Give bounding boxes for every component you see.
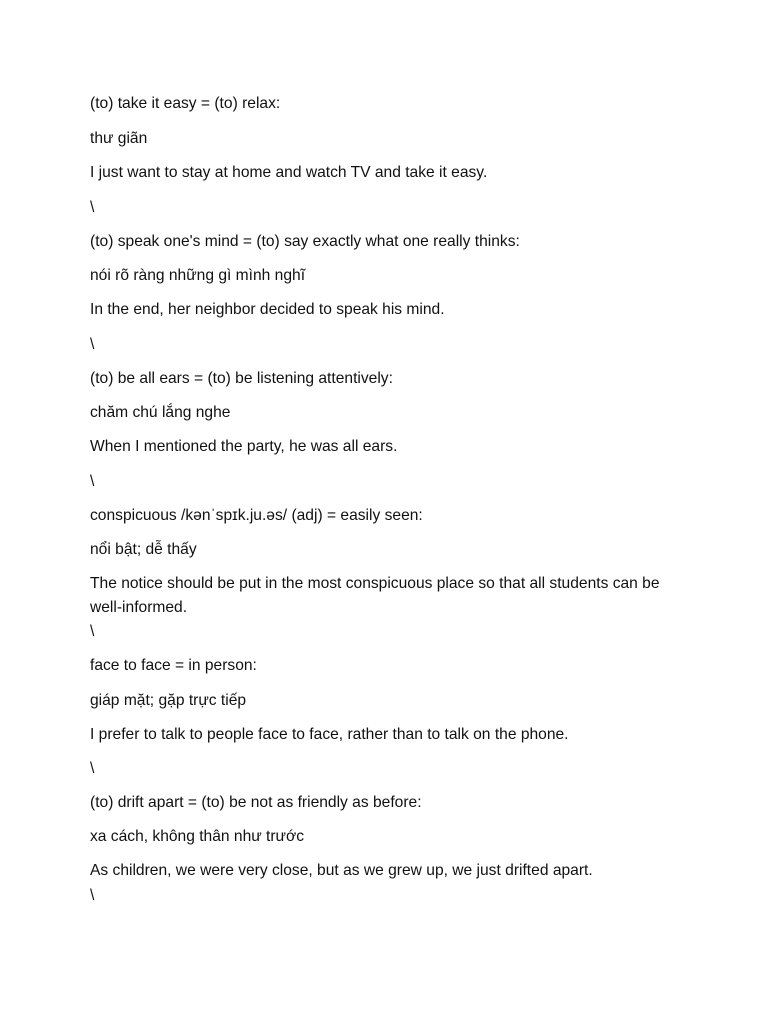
entry-separator: \	[90, 623, 95, 640]
entry-translation: thư giãn	[90, 130, 148, 147]
entry-separator: \	[90, 887, 95, 904]
entry-separator: \	[90, 199, 95, 216]
entry-separator: \	[90, 473, 95, 490]
entry-term: (to) drift apart = (to) be not as friendly as before:	[90, 794, 422, 811]
entry-translation: nổi bật; dễ thấy	[90, 541, 197, 558]
entry-term: (to) be all ears = (to) be listening attentively:	[90, 370, 393, 387]
entry-term: face to face = in person:	[90, 657, 257, 674]
entry-example: The notice should be put in the most conspicuous place so that all students can be well-informed.	[90, 575, 660, 616]
entry-example: As children, we were very close, but as we grew up, we just drifted apart.	[90, 862, 593, 879]
entry-example: I prefer to talk to people face to face, rather than to talk on the phone.	[90, 726, 569, 743]
entry-example: When I mentioned the party, he was all ears.	[90, 438, 398, 455]
entry-term: (to) speak one's mind = (to) say exactly what one really thinks:	[90, 233, 520, 250]
entry-term: conspicuous /kənˈspɪk.ju.əs/ (adj) = easily seen:	[90, 507, 423, 524]
entry-translation: chăm chú lắng nghe	[90, 404, 231, 421]
entry-translation: xa cách, không thân như trước	[90, 828, 305, 845]
entry-translation: giáp mặt; gặp trực tiếp	[90, 692, 247, 709]
entry-separator: \	[90, 760, 95, 777]
entry-separator: \	[90, 336, 95, 353]
entry-example: In the end, her neighbor decided to speak his mind.	[90, 301, 445, 318]
entry-term: (to) take it easy = (to) relax:	[90, 95, 281, 112]
entry-example: I just want to stay at home and watch TV and take it easy.	[90, 164, 488, 181]
entry-translation: nói rõ ràng những gì mình nghĩ	[90, 267, 306, 284]
